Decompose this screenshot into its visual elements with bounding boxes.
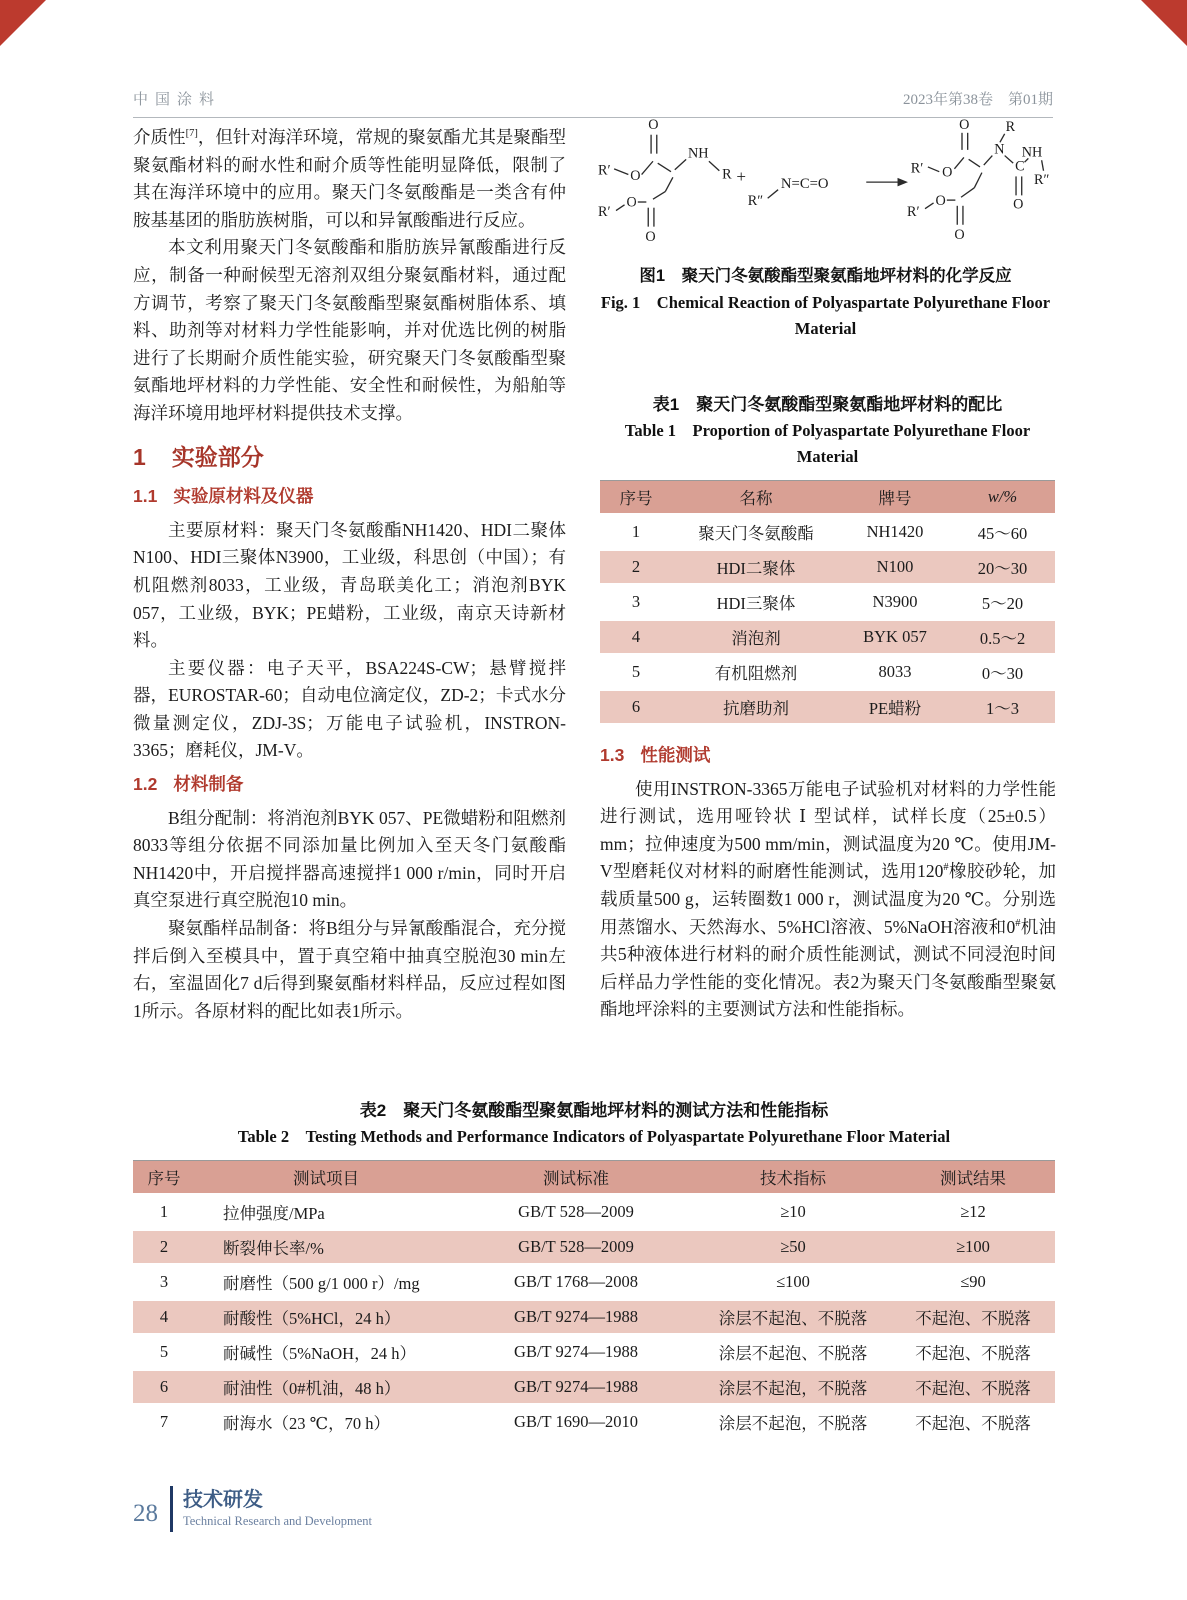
- atom-label: R″: [747, 192, 764, 209]
- atom-label: C: [1015, 158, 1025, 175]
- cell: 不起泡、不脱落: [891, 1300, 1055, 1335]
- section-1-2-number: 1.2: [133, 774, 158, 795]
- section-1-3-block: [600, 736, 1056, 1024]
- cell: 涂层不起泡、不脱落: [695, 1335, 891, 1370]
- cell: GB/T 528—2009: [457, 1230, 695, 1265]
- cell: 4: [600, 620, 672, 655]
- table-2-block: [133, 1096, 1055, 1441]
- cell: 有机阻燃剂: [672, 655, 840, 690]
- atom-label: NH: [1021, 144, 1043, 161]
- cell: GB/T 1768—2008: [457, 1265, 695, 1300]
- cell: ≥10: [695, 1195, 891, 1230]
- cell: ≤90: [891, 1265, 1055, 1300]
- cell: 耐油性（0#机油，48 h）: [195, 1370, 457, 1405]
- superscript-mark: #: [943, 862, 949, 874]
- perf-text: 使用INSTRON-3365万能电子试验机对材料的力学性能进行测试，选用哑铃状 Ⅰ 型试样，试样长度（25±0.5）mm；拉伸速度为500 mm/min，测试温度为20 ℃。使用JM-V型磨耗仪对材料的耐磨性能测试，选用120: [600, 778, 1056, 882]
- cell: 涂层不起泡，不脱落: [695, 1405, 891, 1440]
- cell: 2: [600, 550, 672, 585]
- table-2-title-en: Table 2 Testing Methods and Performance Indicators of Polyaspartate Polyurethane Floor Material: [237, 1127, 951, 1146]
- atom-label: O: [645, 228, 656, 245]
- column-header: 序号: [600, 481, 672, 515]
- corner-decoration-left: [0, 0, 46, 46]
- cell: 1: [133, 1195, 195, 1230]
- intro-p1-text-cont: ，但针对海洋环境，常规的聚氨酯尤其是聚酯型聚氨酯材料的耐水性和耐介质等性能明显降低，限制了其在海洋环境中的应用。聚天门冬氨酸酯是一类含有仲胺基基团的脂肪族树脂，可以和异氰酸酯进行反应。: [133, 127, 566, 230]
- cell: NH1420: [840, 515, 950, 550]
- table-row: [133, 1265, 1055, 1300]
- atom-label: O: [935, 192, 946, 209]
- section-1-heading: [133, 444, 566, 472]
- product-urea-structure: [907, 117, 1049, 243]
- cell: 5: [600, 655, 672, 690]
- cell: 4: [133, 1300, 195, 1335]
- b-component-paragraph: B组分配制：将消泡剂BYK 057、PE微蜡粉和阻燃剂8033等组分依据不同添加量比例加入至天冬门氨酸酯NH1420中，开启搅拌器高速搅拌1 000 r/min，同时开启真空泵进行真空脱泡10 min。: [133, 807, 566, 911]
- cell: BYK 057: [840, 620, 950, 655]
- cell: 涂层不起泡、不脱落: [695, 1300, 891, 1335]
- table-row: [133, 1195, 1055, 1230]
- atom-label: O: [648, 117, 659, 134]
- table-row: [133, 1405, 1055, 1440]
- isocyanate-group-label: N=C=O: [780, 175, 829, 192]
- table-row: [133, 1300, 1055, 1335]
- cell: ≥100: [891, 1230, 1055, 1265]
- atom-label: R″: [1034, 172, 1050, 188]
- chemical-reaction-diagram: [598, 116, 1053, 252]
- citation-ref: [7]: [185, 128, 198, 140]
- cell: 0.5～2: [950, 620, 1055, 655]
- table-2-title-cn: 表2 聚天门冬氨酸酯型聚氨酯地坪材料的测试方法和性能指标: [359, 1101, 829, 1120]
- section-1-2-title: 材料制备: [173, 774, 244, 795]
- reaction-arrow: [866, 178, 908, 187]
- column-header: 测试项目: [195, 1161, 457, 1195]
- cell: GB/T 9274—1988: [457, 1300, 695, 1335]
- table-row: [133, 1370, 1055, 1405]
- column-header: 序号: [133, 1161, 195, 1195]
- cell: 不起泡、不脱落: [891, 1405, 1055, 1440]
- column-header: 测试标准: [457, 1161, 695, 1195]
- table-2-header-row: [133, 1161, 1055, 1195]
- cell: 不起泡、不脱落: [891, 1335, 1055, 1370]
- cell: 1: [600, 515, 672, 550]
- cell: 涂层不起泡，不脱落: [695, 1370, 891, 1405]
- footer-divider: [170, 1486, 173, 1532]
- intro-paragraph-1: [133, 124, 566, 234]
- cell: N3900: [840, 585, 950, 620]
- left-column: [133, 124, 566, 1025]
- column-header: 测试结果: [891, 1161, 1055, 1195]
- table-row: [600, 515, 1055, 550]
- footer-section-en: Technical Research and Development: [183, 1514, 372, 1528]
- figure-1-caption-en: Fig. 1 Chemical Reaction of Polyaspartate Polyurethane Floor Material: [600, 293, 1051, 338]
- performance-test-paragraph: [600, 776, 1056, 1024]
- plus-sign: +: [736, 167, 747, 187]
- page-footer: [133, 1486, 372, 1532]
- cell: 45～60: [950, 515, 1055, 550]
- table-row: [133, 1335, 1055, 1370]
- page-number: 28: [133, 1500, 158, 1527]
- cell: 耐碱性（5%NaOH，24 h）: [195, 1335, 457, 1370]
- intro-p1-text: 介质性: [133, 127, 186, 147]
- table-1-header-row: [600, 481, 1055, 515]
- instruments-paragraph: 主要仪器：电子天平，BSA224S-CW；悬臂搅拌器，EUROSTAR-60；自动电位滴定仪，ZD-2；卡式水分微量测定仪，ZDJ-3S；万能电子试验机，INSTRON-3365；磨耗仪，JM-V。: [133, 657, 566, 761]
- section-1-3-heading: [600, 742, 1056, 770]
- table-1-title-en: Table 1 Proportion of Polyaspartate Polyurethane Floor Material: [624, 421, 1031, 466]
- table-row: [600, 550, 1055, 585]
- figure-1-caption-cn: 图1 聚天门冬氨酸酯型聚氨酯地坪材料的化学反应: [639, 267, 1012, 285]
- cell: GB/T 528—2009: [457, 1195, 695, 1230]
- cell: 3: [133, 1265, 195, 1300]
- cell: 耐酸性（5%HCl，24 h）: [195, 1300, 457, 1335]
- section-1-3-number: 1.3: [600, 745, 625, 765]
- atom-label: O: [630, 168, 641, 185]
- intro-paragraph-2: 本文利用聚天门冬氨酸酯和脂肪族异氰酸酯进行反应，制备一种耐候型无溶剂双组分聚氨酯材料，通过配方调节，考察了聚天门冬氨酸酯型聚氨酯树脂体系、填料、助剂等对材料力学性能影响，并对优选比例的树脂进行了长期耐介质性能实验，研究聚天门冬氨酸酯型聚氨酯地坪材料的力学性能、安全性和耐候性，为船舶等海洋环境用地坪材料提供技术支撑。: [133, 237, 566, 423]
- cell: 6: [133, 1370, 195, 1405]
- cell: 不起泡、不脱落: [891, 1370, 1055, 1405]
- section-1-3-title: 性能测试: [640, 745, 711, 765]
- cell: 20～30: [950, 550, 1055, 585]
- table-2: [133, 1160, 1055, 1441]
- cell: 消泡剂: [672, 620, 840, 655]
- column-header: 牌号: [840, 481, 950, 515]
- isocyanate-structure: [736, 167, 828, 209]
- cell: 0～30: [950, 655, 1055, 690]
- section-1-title: 实验部分: [171, 443, 264, 470]
- cell: 拉伸强度/MPa: [195, 1195, 457, 1230]
- cell: GB/T 9274—1988: [457, 1370, 695, 1405]
- atom-label: R: [1005, 118, 1016, 135]
- atom-label: R′: [907, 204, 920, 221]
- cell: ≥12: [891, 1195, 1055, 1230]
- cell: PE蜡粉: [840, 690, 950, 725]
- atom-label: R′: [598, 204, 611, 221]
- cell: HDI三聚体: [672, 585, 840, 620]
- sample-prep-paragraph: 聚氨酯样品制备：将B组分与异氰酸酯混合，充分搅拌后倒入至模具中，置于真空箱中抽真空脱泡30 min左右，室温固化7 d后得到聚氨酯材料样品，反应过程如图1所示。各原材料的配比如表1所示。: [133, 918, 566, 1021]
- cell: ≤100: [695, 1265, 891, 1300]
- cell: 8033: [840, 655, 950, 690]
- reactant-aspartate-structure: [598, 117, 732, 245]
- table-1: [600, 480, 1055, 726]
- atom-label: NH: [688, 145, 709, 162]
- column-header: 名称: [672, 481, 840, 515]
- section-1-1-heading: [133, 483, 566, 511]
- atom-label: R′: [598, 162, 611, 179]
- perf-text: 机油共5种液体进行材料的耐介质性能测试，测试不同浸泡时间后样品力学性能的变化情况。表2为聚天门冬氨酸酯型聚氨酯地坪涂料的主要测试方法和性能指标。: [600, 916, 1057, 1020]
- perf-text: 橡胶砂轮，加载质量500 g，运转圈数1 000 r，测试温度为20 ℃。分别选用蒸馏水、天然海水、5%HCl溶液、5%NaOH溶液和0: [600, 861, 1056, 937]
- atom-label: R′: [910, 160, 924, 177]
- table-row: [600, 655, 1055, 690]
- atom-label: O: [959, 117, 970, 134]
- table-1-block: [600, 390, 1055, 726]
- atom-label: O: [626, 194, 637, 211]
- table-row: [133, 1230, 1055, 1265]
- table-row: [600, 620, 1055, 655]
- corner-decoration-right: [1141, 0, 1187, 46]
- section-1-2-heading: [133, 771, 566, 799]
- cell: 5: [133, 1335, 195, 1370]
- atom-label: O: [942, 164, 953, 181]
- materials-paragraph: 主要原材料：聚天门冬氨酸酯NH1420、HDI二聚体N100、HDI三聚体N3900，工业级，科思创（中国）；有机阻燃剂8033，工业级，青岛联美化工；消泡剂BYK 057，工业级，BYK；PE蜡粉，工业级，南京天诗新材料。: [133, 519, 566, 651]
- cell: GB/T 1690—2010: [457, 1405, 695, 1440]
- table-1-title-cn: 表1 聚天门冬氨酸酯型聚氨酯地坪材料的配比: [652, 395, 1003, 414]
- cell: N100: [840, 550, 950, 585]
- cell: 抗磨助剂: [672, 690, 840, 725]
- table-row: [600, 690, 1055, 725]
- column-header: w/%: [950, 481, 1055, 515]
- cell: 耐磨性（500 g/1 000 r）/mg: [195, 1265, 457, 1300]
- section-1-number: 1: [133, 443, 146, 470]
- atom-label: R: [722, 166, 732, 183]
- footer-section-cn: 技术研发: [183, 1489, 263, 1511]
- atom-label: N: [994, 141, 1005, 158]
- issue-info: 2023年第38卷 第01期: [902, 92, 1053, 108]
- cell: HDI二聚体: [672, 550, 840, 585]
- atom-label: O: [954, 226, 965, 243]
- cell: 7: [133, 1405, 195, 1440]
- cell: 聚天门冬氨酸酯: [672, 515, 840, 550]
- cell: ≥50: [695, 1230, 891, 1265]
- section-1-1-title: 实验原材料及仪器: [173, 486, 314, 507]
- cell: GB/T 9274—1988: [457, 1335, 695, 1370]
- cell: 6: [600, 690, 672, 725]
- journal-name: 中国涂料: [133, 92, 222, 108]
- superscript-mark: #: [1015, 917, 1021, 929]
- cell: 5～20: [950, 585, 1055, 620]
- cell: 3: [600, 585, 672, 620]
- cell: 耐海水（23 ℃，70 h）: [195, 1405, 457, 1440]
- cell: 1～3: [950, 690, 1055, 725]
- cell: 2: [133, 1230, 195, 1265]
- atom-label: O: [1013, 196, 1024, 213]
- table-row: [600, 585, 1055, 620]
- page-header: [133, 88, 1053, 118]
- figure-1: [596, 116, 1055, 342]
- column-header: 技术指标: [695, 1161, 891, 1195]
- cell: 断裂伸长率/%: [195, 1230, 457, 1265]
- section-1-1-number: 1.1: [133, 486, 158, 507]
